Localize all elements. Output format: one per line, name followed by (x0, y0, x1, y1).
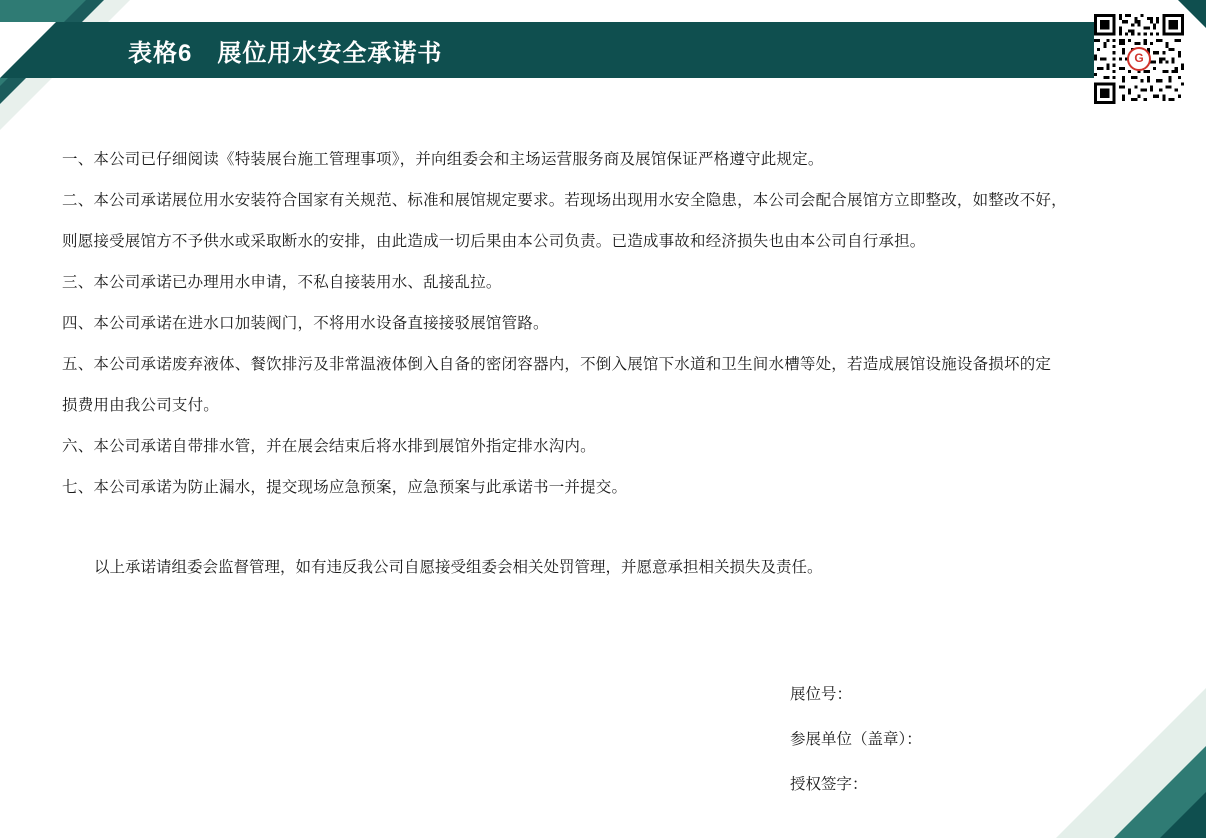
clause-6: 六、本公司承诺自带排水管，并在展会结束后将水排到展馆外指定排水沟内。 (62, 438, 596, 455)
signature-block (790, 672, 922, 807)
summary-paragraph: 以上承诺请组委会监督管理，如有违反我公司自愿接受组委会相关处罚管理，并愿意承担相关损失及责任。 (94, 559, 823, 576)
clause-7: 七、本公司承诺为防止漏水，提交现场应急预案，应急预案与此承诺书一并提交。 (62, 479, 628, 496)
clause-3: 三、本公司承诺已办理用水申请，不私自接装用水、乱接乱拉。 (62, 274, 502, 291)
exhibitor-company-label: 参展单位（盖章）： (790, 731, 922, 748)
header (0, 22, 1206, 78)
clause-5-continued: 损费用由我公司支付。 (62, 397, 220, 414)
corner-decoration-bottom-dark (1160, 792, 1206, 838)
clause-2-continued: 则愿接受展馆方不予供水或采取断水的安排，由此造成一切后果由本公司负责。已造成事故和经济损失也由本公司自行承担。 (62, 233, 926, 250)
qr-code-center-logo: G (1127, 47, 1151, 71)
clause-2: 二、本公司承诺展位用水安装符合国家有关规范、标准和展馆规定要求。若现场出现用水安全隐患，本公司会配合展馆方立即整改，如整改不好， (62, 192, 1067, 209)
authorized-signature-label: 授权签字： (790, 776, 868, 793)
clause-1: 一、本公司已仔细阅读《特装展台施工管理事项》，并向组委会和主场运营服务商及展馆保证严格遵守此规定。 (62, 151, 824, 168)
booth-number-label: 展位号： (790, 686, 853, 703)
qr-code[interactable] (1094, 14, 1184, 104)
clause-5: 五、本公司承诺废弃液体、餐饮排污及非常温液体倒入自备的密闭容器内，不倒入展馆下水道和卫生间水槽等处，若造成展馆设施设备损坏的定 (62, 356, 1052, 373)
page-title: 表格6 展位用水安全承诺书 (128, 39, 443, 67)
clause-4: 四、本公司承诺在进水口加装阀门，不将用水设备直接接驳展馆管路。 (62, 315, 549, 332)
document-body (0, 140, 1206, 588)
